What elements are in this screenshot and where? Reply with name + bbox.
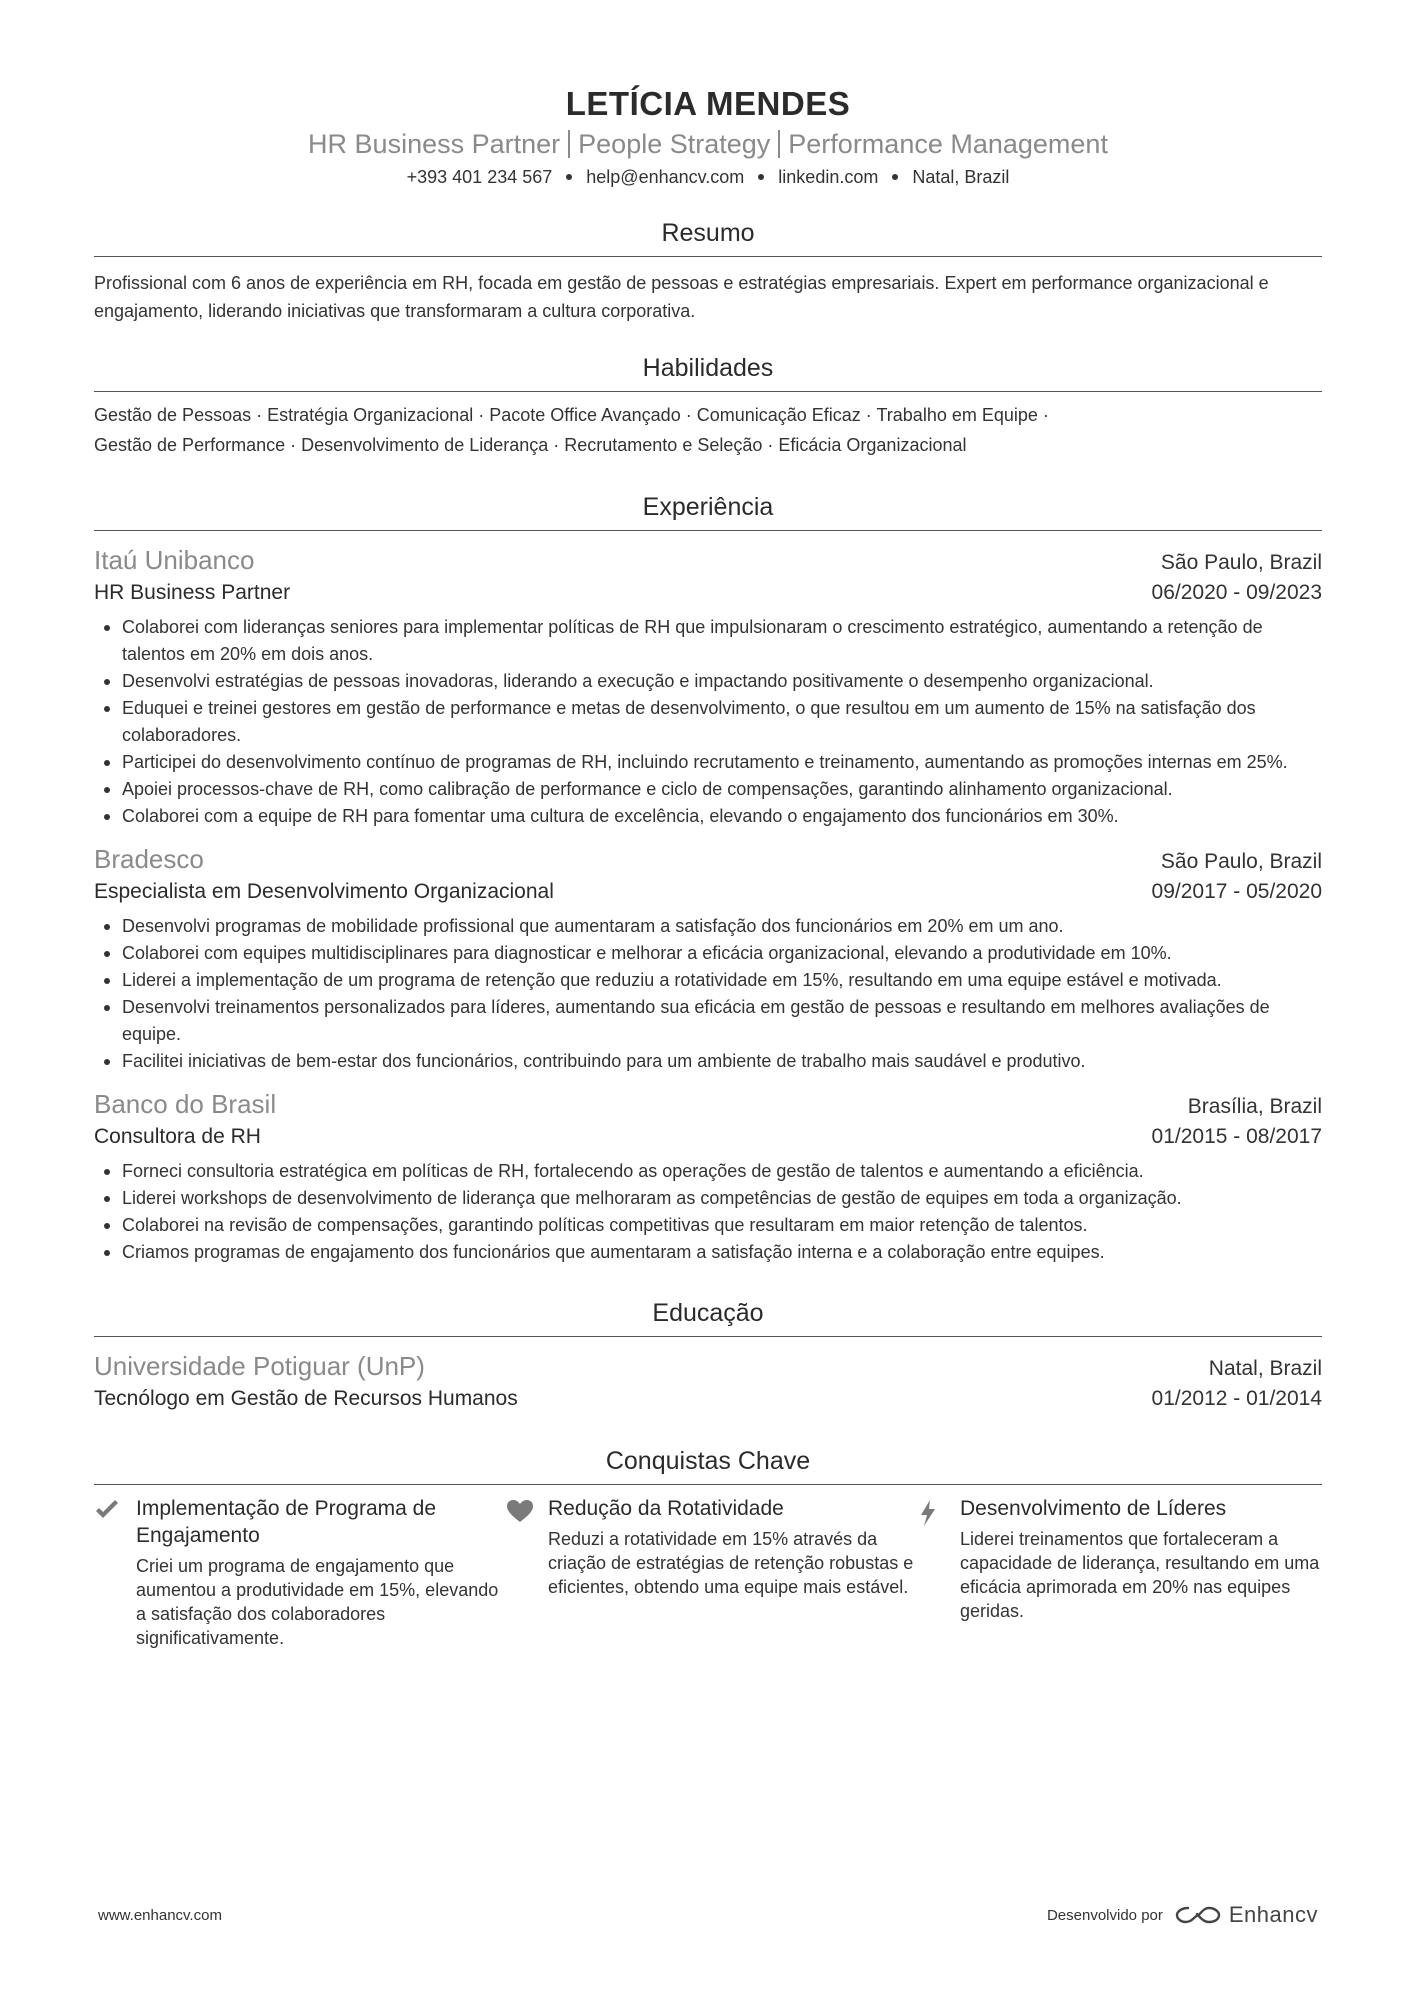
section-heading: Resumo [94,216,1322,257]
job-entry [94,842,1322,1075]
heart-icon [506,1495,548,1650]
bullet-item: Eduquei e treinei gestores em gestão de performance e metas de desenvolvimento, o que resultou em um aumento de 15% na satisfação dos colaboradores. [94,695,1322,749]
experience-section [94,490,1322,1266]
section-heading: Habilidades [94,351,1322,392]
bullet-item: Desenvolvi estratégias de pessoas inovadoras, liderando a execução e impactando positivamente o desempenho organizacional. [94,668,1322,695]
job-location: São Paulo, Brazil [1160,850,1322,873]
powered-by-label: Desenvolvido por [1046,1906,1163,1924]
footer-credit [1047,1902,1318,1928]
job-role: Especialista em Desenvolvimento Organizacional [94,880,554,903]
bullet-item: Apoiei processos-chave de RH, como calibração de performance e ciclo de compensações, garantindo alinhamento organizacional. [94,776,1322,803]
bullet-item: Facilitei iniciativas de bem-estar dos funcionários, contribuindo para um ambiente de trabalho mais saudável e produtivo. [94,1048,1322,1075]
skill-item: Gestão de Performance [94,435,286,455]
job-company: Itaú Unibanco [94,545,255,575]
headline-part: HR Business Partner [308,129,561,159]
bullet-item: Desenvolvi treinamentos personalizados para líderes, aumentando sua eficácia em gestão de pessoas e resultando em melhores avaliações de equipe. [94,994,1322,1048]
achievement-description: Reduzi a rotatividade em 15% através da criação de estratégias de retenção robustas e eficientes, obtendo uma equipe mais estável. [548,1529,914,1597]
summary-section [94,216,1322,325]
achievement-title: Implementação de Programa de Engajamento [136,1497,436,1547]
job-dates: 09/2017 - 05/2020 [1151,880,1322,903]
job-location: São Paulo, Brazil [1160,551,1322,574]
education-location: Natal, Brazil [1208,1357,1322,1380]
achievement-item [94,1495,506,1650]
skill-item: Comunicação Eficaz [696,405,861,425]
bullet-item: Colaborei com lideranças seniores para implementar políticas de RH que impulsionaram o crescimento estratégico, aumentando a retenção de talentos em 20% em dois anos. [94,614,1322,668]
education-school: Universidade Potiguar (UnP) [94,1351,425,1381]
achievements-grid [94,1495,1322,1650]
achievement-title: Desenvolvimento de Líderes [960,1497,1227,1520]
page-footer [98,1902,1318,1928]
skill-item: Gestão de Pessoas [94,405,252,425]
achievement-description: Criei um programa de engajamento que aumentou a produtividade em 15%, elevando a satisfação dos colaboradores significativamente. [136,1556,499,1648]
bolt-icon [918,1495,960,1650]
enhancv-logo[interactable] [1175,1902,1318,1928]
resume-header [94,0,1322,190]
job-bullets [94,614,1322,830]
achievement-title: Redução da Rotatividade [548,1497,784,1520]
achievement-item [506,1495,918,1650]
check-icon [94,1495,136,1650]
bullet-item: Participei do desenvolvimento contínuo de programas de RH, incluindo recrutamento e treinamento, aumentando as promoções internas em 25%. [94,749,1322,776]
resume-page [94,0,1322,1995]
bullet-item: Colaborei com equipes multidisciplinares para diagnosticar e melhorar a eficácia organizacional, elevando a produtividade em 10%. [94,940,1322,967]
job-role: HR Business Partner [94,581,291,604]
skill-item: Estratégia Organizacional [267,405,474,425]
contact-line [94,164,1322,190]
achievements-section [94,1444,1322,1650]
enhancv-logo-icon [1175,1904,1221,1926]
bullet-item: Criamos programas de engajamento dos funcionários que aumentaram a satisfação interna e a colaboração entre equipes. [94,1239,1322,1266]
skill-item: Trabalho em Equipe [876,405,1038,425]
education-degree: Tecnólogo em Gestão de Recursos Humanos [94,1387,518,1410]
headline [94,126,1322,162]
candidate-name: LETÍCIA MENDES [565,85,851,122]
job-company: Banco do Brasil [94,1089,277,1119]
contact-email[interactable]: help@enhancv.com [586,167,745,187]
job-dates: 01/2015 - 08/2017 [1151,1125,1322,1148]
education-section [94,1296,1322,1414]
bullet-item: Desenvolvi programas de mobilidade profissional que aumentaram a satisfação dos funcionários em 20% em um ano. [94,913,1322,940]
headline-part: Performance Management [788,129,1108,159]
achievement-item [918,1495,1330,1650]
bullet-item: Liderei workshops de desenvolvimento de liderança que melhoraram as competências de gestão de equipes em toda a organização. [94,1185,1322,1212]
section-heading: Experiência [94,490,1322,531]
skill-item: Recrutamento e Seleção [564,435,763,455]
summary-text: Profissional com 6 anos de experiência em RH, focada em gestão de pessoas e estratégias empresariais. Expert em performance organizacional e engajamento, liderando iniciativas que transformaram a cultura corporativa. [94,273,1269,321]
section-heading: Educação [94,1296,1322,1337]
job-location: Brasília, Brazil [1187,1095,1322,1118]
education-dates: 01/2012 - 01/2014 [1151,1387,1322,1410]
headline-separator [568,130,570,158]
section-heading: Conquistas Chave [94,1444,1322,1485]
job-bullets [94,913,1322,1075]
education-entry [94,1349,1322,1414]
job-entry [94,1087,1322,1266]
achievement-description: Liderei treinamentos que fortaleceram a capacidade de liderança, resultando em uma eficácia aprimorada em 20% nas equipes geridas. [960,1529,1320,1621]
contact-separator [892,174,898,180]
footer-website[interactable]: www.enhancv.com [98,1906,222,1924]
contact-linkedin[interactable]: linkedin.com [778,167,879,187]
brand-name: Enhancv [1228,1902,1318,1927]
job-dates: 06/2020 - 09/2023 [1151,581,1322,604]
skill-item: Eficácia Organizacional [778,435,967,455]
job-role: Consultora de RH [94,1125,261,1148]
skills-section [94,351,1322,460]
job-company: Bradesco [94,844,204,874]
skill-item: Desenvolvimento de Liderança [301,435,549,455]
contact-separator [758,174,764,180]
bullet-item: Colaborei na revisão de compensações, garantindo políticas competitivas que resultaram em maior retenção de talentos. [94,1212,1322,1239]
job-bullets [94,1158,1322,1266]
contact-separator [566,174,572,180]
skills-list: Gestão de Pessoas · Estratégia Organizacional · Pacote Office Avançado · Comunicação Eficaz · Trabalho em Equipe · Gestão de Performance · Desenvolvimento de Liderança · Recrutamento e Seleção · Eficácia Organizacional [94,405,1049,455]
headline-part: People Strategy [578,129,771,159]
skill-item: Pacote Office Avançado [489,405,681,425]
contact-phone[interactable]: +393 401 234 567 [406,167,553,187]
headline-separator [778,130,780,158]
bullet-item: Liderei a implementação de um programa de retenção que reduziu a rotatividade em 15%, resultando em uma equipe estável e motivada. [94,967,1322,994]
bullet-item: Forneci consultoria estratégica em políticas de RH, fortalecendo as operações de gestão de talentos e aumentando a eficiência. [94,1158,1322,1185]
job-entry [94,543,1322,830]
bullet-item: Colaborei com a equipe de RH para fomentar uma cultura de excelência, elevando o engajamento dos funcionários em 30%. [94,803,1322,830]
contact-location: Natal, Brazil [912,167,1010,187]
